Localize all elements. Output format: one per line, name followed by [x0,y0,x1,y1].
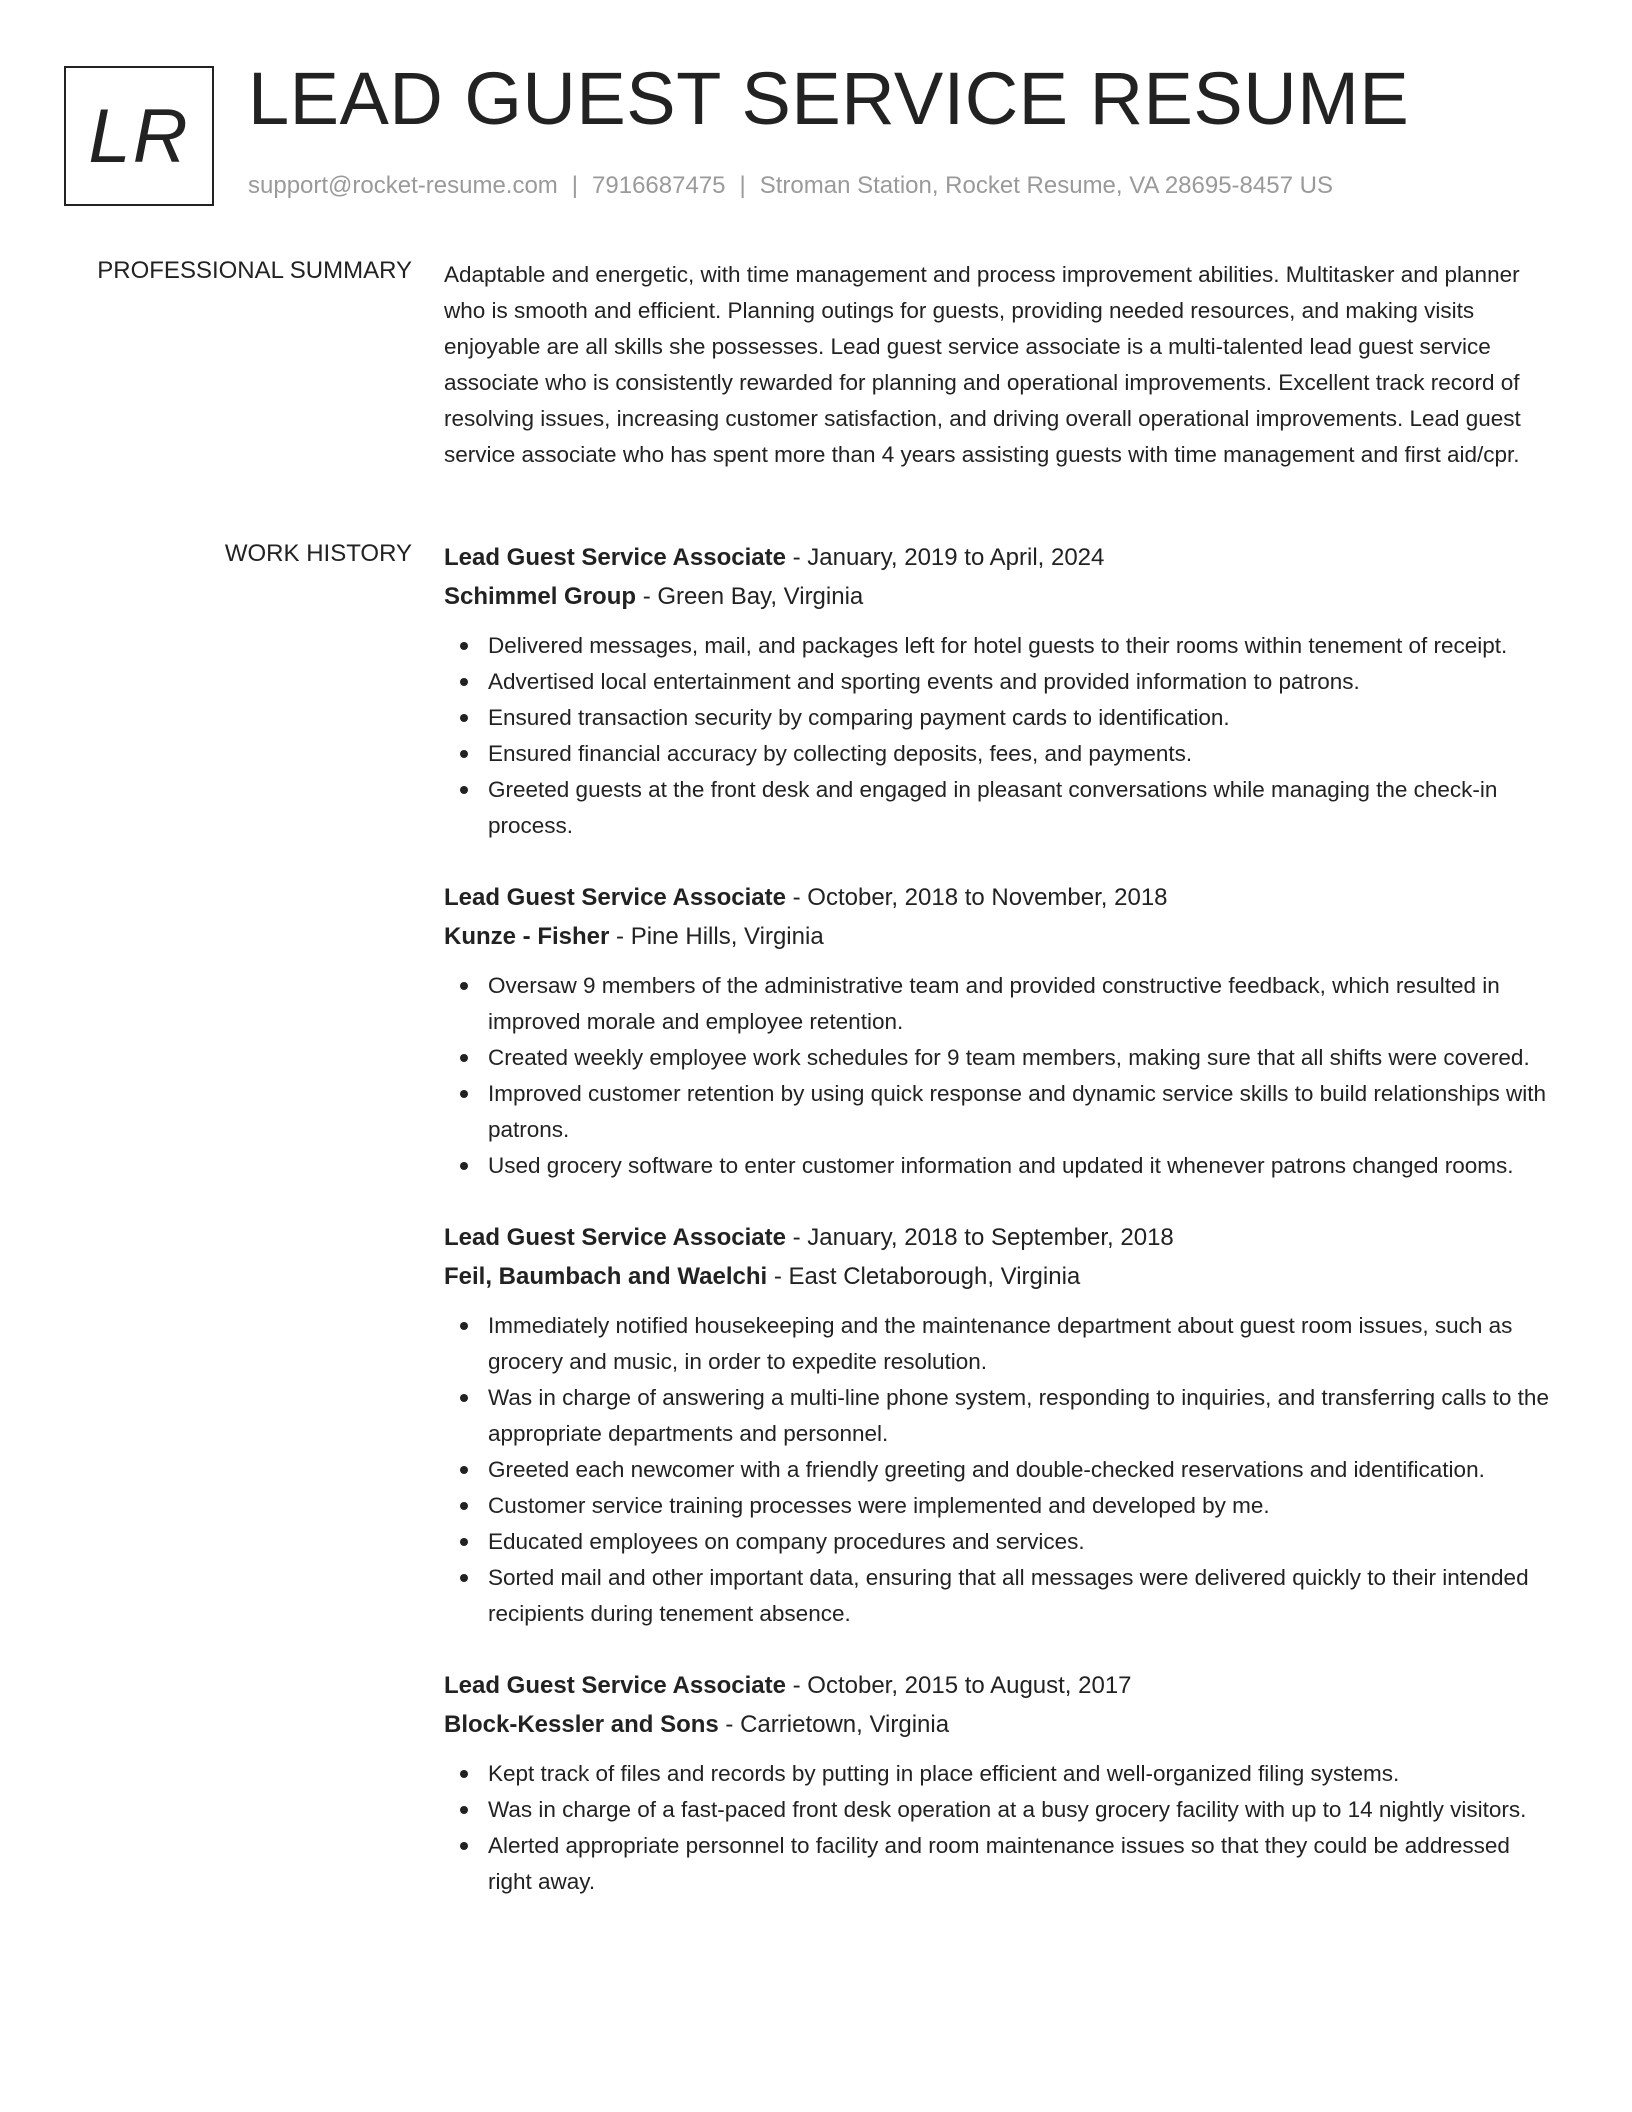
job-bullet-text: Greeted each newcomer with a friendly greeting and double-checked reservations and identification. [488,1457,1485,1482]
job-dates: - January, 2018 to September, 2018 [785,1224,1174,1251]
bullet-dot-icon [460,642,468,650]
job-bullet-text: Ensured transaction security by comparing payment cards to identification. [488,705,1230,730]
job-bullet-list [444,1756,1550,1900]
job-bullet-list [444,968,1550,1184]
job-company: Block-Kessler and Sons [444,1711,719,1738]
job-dates: - January, 2019 to April, 2024 [785,544,1105,571]
job-bullet-item [444,700,1550,736]
job-bullet-text: Immediately notified housekeeping and the maintenance department about guest room issues, such as grocery and music, in order to expedite resolution. [488,1313,1513,1374]
job-bullet-text: Delivered messages, mail, and packages left for hotel guests to their rooms within tenement of receipt. [488,633,1508,658]
job-company-line [444,577,1550,616]
job-bullet-text: Ensured financial accuracy by collecting deposits, fees, and payments. [488,741,1193,766]
job-bullet-text: Was in charge of answering a multi-line phone system, responding to inquiries, and transferring calls to the appropriate departments and personnel. [488,1385,1549,1446]
contact-separator: | [739,172,746,199]
work-history-body [444,538,1550,1934]
job-bullet-text: Kept track of files and records by putting in place efficient and well-organized filing systems. [488,1761,1400,1786]
job-title: Lead Guest Service Associate [444,544,786,571]
job-dates: - October, 2018 to November, 2018 [785,884,1168,911]
job-title: Lead Guest Service Associate [444,1672,786,1699]
job-entry [444,878,1550,1184]
job-bullet-text: Improved customer retention by using quick response and dynamic service skills to build relationships with patrons. [488,1081,1547,1142]
job-title-line [444,1666,1550,1705]
bullet-dot-icon [460,1842,468,1850]
bullet-dot-icon [460,1162,468,1170]
job-title: Lead Guest Service Associate [444,884,786,911]
bullet-dot-icon [460,750,468,758]
job-company: Feil, Baumbach and Waelchi [444,1263,768,1290]
section-heading-summary: PROFESSIONAL SUMMARY [97,257,412,284]
job-dates: - October, 2015 to August, 2017 [785,1672,1132,1699]
job-bullet-item [444,1828,1550,1900]
job-entry [444,538,1550,844]
job-location: - Green Bay, Virginia [636,583,864,610]
job-bullet-text: Sorted mail and other important data, ensuring that all messages were delivered quickly to their intended recipients during tenement absence. [488,1565,1529,1626]
job-location: - Carrietown, Virginia [718,1711,950,1738]
bullet-dot-icon [460,1394,468,1402]
job-company-line [444,1257,1550,1296]
bullet-dot-icon [460,1538,468,1546]
bullet-dot-icon [460,1502,468,1510]
job-entry [444,1218,1550,1632]
bullet-dot-icon [460,714,468,722]
job-company-line [444,1705,1550,1744]
contact-separator: | [571,172,579,199]
job-bullet-list [444,628,1550,844]
job-bullet-text: Advertised local entertainment and sporting events and provided information to patrons. [488,669,1360,694]
bullet-dot-icon [460,1054,468,1062]
job-bullet-item [444,1488,1550,1524]
job-title-line [444,538,1550,577]
job-bullet-text: Used grocery software to enter customer information and updated it whenever patrons changed rooms. [488,1153,1514,1178]
job-bullet-item [444,736,1550,772]
contact-address: Stroman Station, Rocket Resume, VA 28695-8457 US [759,172,1333,199]
monogram-logo: LR [64,66,214,206]
job-bullet-text: Alerted appropriate personnel to facility and room maintenance issues so that they could be addressed right away. [488,1833,1510,1894]
summary-body [444,257,1550,473]
job-bullet-item [444,1076,1550,1148]
contact-phone: 7916687475 [592,172,726,199]
bullet-dot-icon [460,1806,468,1814]
section-heading-work-history: WORK HISTORY [224,540,412,567]
bullet-dot-icon [460,1322,468,1330]
job-bullet-item [444,1524,1550,1560]
job-title-line [444,1218,1550,1257]
bullet-dot-icon [460,1574,468,1582]
job-location: - Pine Hills, Virginia [609,923,824,950]
job-bullet-text: Created weekly employee work schedules for 9 team members, making sure that all shifts were covered. [488,1045,1530,1070]
job-location: - East Cletaborough, Virginia [767,1263,1081,1290]
job-title: Lead Guest Service Associate [444,1224,786,1251]
job-bullet-text: Was in charge of a fast-paced front desk operation at a busy grocery facility with up to 14 nightly visitors. [488,1797,1527,1822]
bullet-dot-icon [460,786,468,794]
job-bullet-item [444,1756,1550,1792]
bullet-dot-icon [460,1466,468,1474]
job-title-line [444,878,1550,917]
job-company: Kunze - Fisher [444,923,610,950]
job-bullet-list [444,1308,1550,1632]
contact-line [248,172,1333,200]
job-bullet-item [444,1040,1550,1076]
job-bullet-item [444,664,1550,700]
job-bullet-item [444,628,1550,664]
job-bullet-text: Oversaw 9 members of the administrative team and provided constructive feedback, which resulted in improved morale and employee retention. [488,973,1500,1034]
job-bullet-item [444,772,1550,844]
job-company: Schimmel Group [444,583,637,610]
bullet-dot-icon [460,1090,468,1098]
job-bullet-item [444,1792,1550,1828]
job-bullet-item [444,968,1550,1040]
job-bullet-item [444,1452,1550,1488]
job-bullet-item [444,1380,1550,1452]
job-company-line [444,917,1550,956]
bullet-dot-icon [460,678,468,686]
contact-email: support@rocket-resume.com [248,172,558,199]
job-bullet-item [444,1148,1550,1184]
job-bullet-item [444,1560,1550,1632]
bullet-dot-icon [460,1770,468,1778]
job-bullet-text: Greeted guests at the front desk and engaged in pleasant conversations while managing the check-in process. [488,777,1498,838]
page-title: LEAD GUEST SERVICE RESUME [248,57,1410,140]
job-bullet-item [444,1308,1550,1380]
bullet-dot-icon [460,982,468,990]
job-entry [444,1666,1550,1900]
job-bullet-text: Educated employees on company procedures and services. [488,1529,1085,1554]
summary-paragraph: Adaptable and energetic, with time management and process improvement abilities. Multitasker and planner who is smooth and efficient. Planning outings for guests, providing needed resources, and making visits enjoyable are all skills she possesses. Lead guest service associate is a multi-talented lead guest service associate who is consistently rewarded for planning and operational improvements. Excellent track record of resolving issues, increasing customer satisfaction, and driving overall operational improvements. Lead guest service associate who has spent more than 4 years assisting guests with time management and first aid/cpr. [444,262,1521,467]
job-bullet-text: Customer service training processes were implemented and developed by me. [488,1493,1270,1518]
